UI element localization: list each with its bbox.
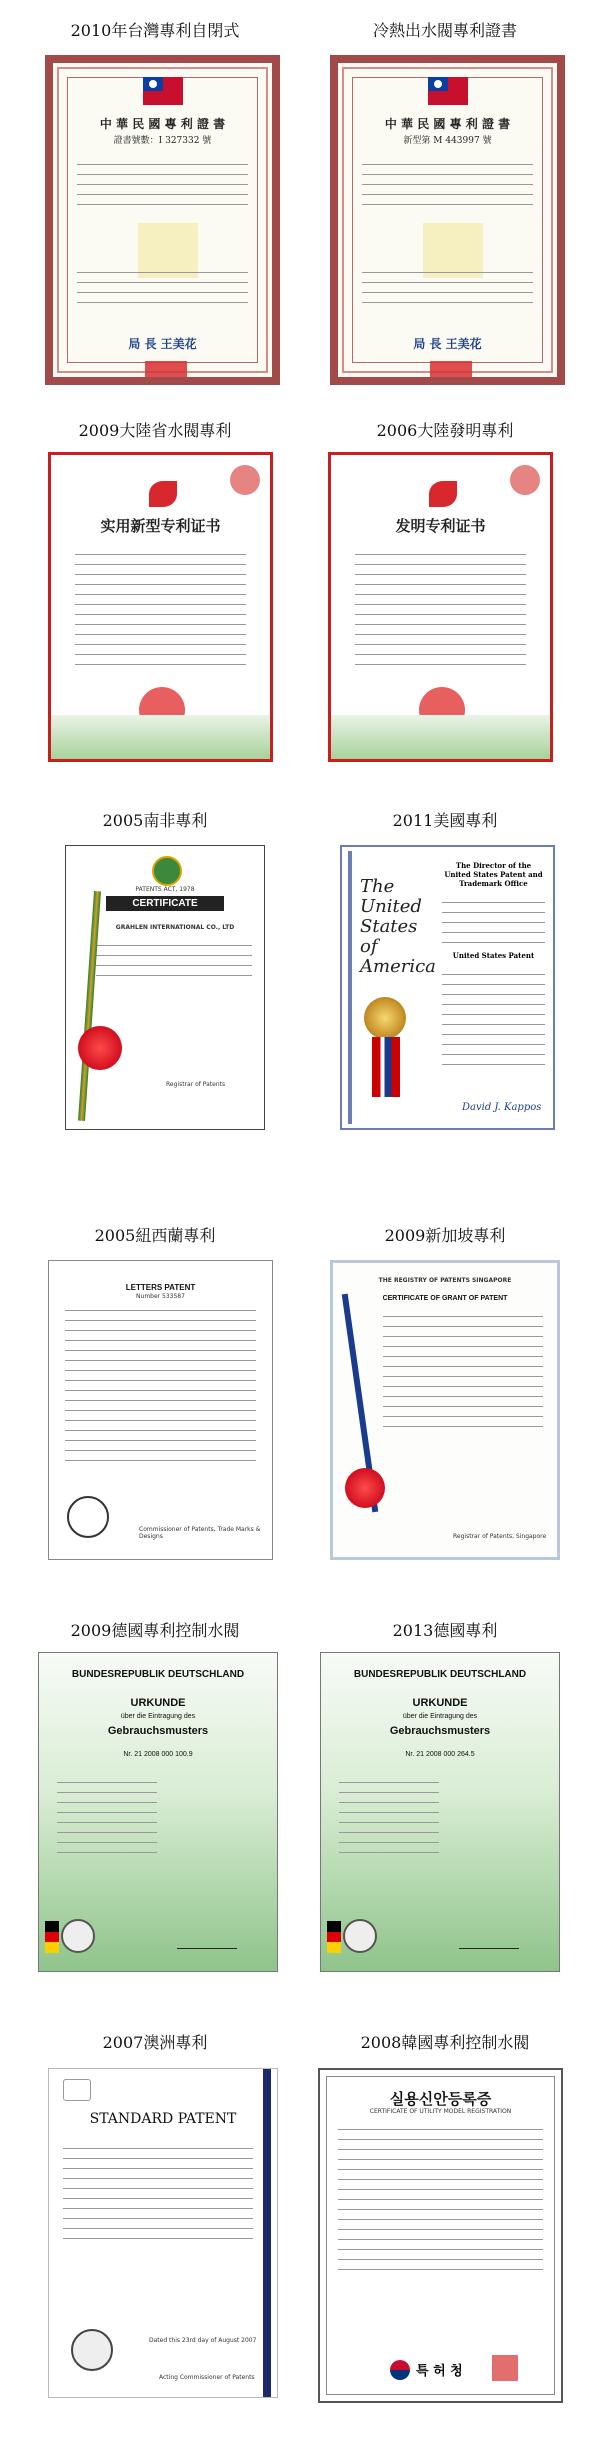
certificate-germany-2 (320, 1652, 560, 1972)
cert-title: URKUNDE (412, 1697, 468, 1709)
certificate-germany-1 (38, 1652, 278, 1972)
cert-title: 中 華 民 國 專 利 證 書 (99, 117, 226, 131)
caption-australia: 2007澳洲專利 (102, 2033, 208, 2052)
director-signature: 局 長 王美花 (413, 337, 482, 351)
cert-type: Gebrauchsmusters (107, 1725, 209, 1737)
patent-subtitle: United States Patent (452, 951, 535, 960)
cert-subtitle: CERTIFICATE OF UTILITY MODEL REGISTRATION (369, 2108, 512, 2115)
caption-taiwan-valve: 冷熱出水閥專利證書 (372, 21, 517, 40)
patent-holder: GRAHLEN INTERNATIONAL CO., LTD (115, 924, 235, 931)
cert-title: LETTERS PATENT (125, 1283, 196, 1292)
registrar-signature: Registrar of Patents (166, 1081, 226, 1088)
caption-taiwan-2010: 2010年台灣專利自閉式 (70, 21, 240, 40)
cert-number: Nr. 21 2008 000 100.9 (123, 1751, 193, 1758)
commissioner-signature: Acting Commissioner of Patents (159, 2374, 255, 2381)
ribbon (372, 1037, 400, 1097)
caption-singapore: 2009新加坡專利 (384, 1226, 506, 1245)
taiwan-flag-icon (143, 77, 183, 105)
certificate-australia (48, 2068, 278, 2398)
caption-china-2009: 2009大陸省水閥專利 (78, 421, 232, 440)
signature (459, 1948, 519, 1949)
act-header: PATENTS ACT, 1978 (135, 886, 195, 893)
official-seal (430, 361, 472, 383)
cert-title: 实用新型专利证书 (100, 517, 221, 535)
german-flag-icon (327, 1921, 341, 1953)
cert-number: Nr. 21 2008 000 264.5 (405, 1751, 475, 1758)
caption-south-africa: 2005南非專利 (102, 811, 208, 830)
cert-subtitle: über die Eintragung des (120, 1713, 196, 1720)
official-seal (492, 2355, 518, 2381)
eagle-emblem-icon (61, 1919, 95, 1953)
usa-wordmark: The United States of America (360, 876, 436, 977)
cert-number: 新型第 M 443997 號 (403, 136, 492, 146)
red-seal-icon (230, 465, 260, 495)
registry-header: THE REGISTRY OF PATENTS SINGAPORE (378, 1277, 512, 1284)
header-text: BUNDESREPUBLIK DEUTSCHLAND (71, 1669, 245, 1680)
red-seal-icon (510, 465, 540, 495)
caption-korea: 2008韓國專利控制水閥 (360, 2033, 530, 2052)
registrar-signature: Registrar of Patents, Singapore (453, 1533, 547, 1540)
eagle-emblem-icon (343, 1919, 377, 1953)
office-name: 특 허 청 (416, 2364, 463, 2379)
signature (177, 1948, 237, 1949)
wax-seal-icon (345, 1468, 385, 1508)
caption-new-zealand: 2005紐西蘭專利 (94, 1226, 216, 1245)
caption-germany-2009: 2009德國專利控制水閥 (70, 1621, 240, 1640)
sipo-logo-icon (429, 481, 457, 507)
caption-germany-2013: 2013德國專利 (392, 1621, 498, 1640)
director-signature: David J. Kappos (462, 1102, 542, 1113)
kipo-logo-icon (390, 2360, 410, 2380)
certificate-china-invention (328, 452, 553, 762)
ribbon (78, 891, 101, 1121)
cert-title: URKUNDE (130, 1697, 186, 1709)
director-heading: The Director of the United States Patent and Trademark Office (444, 861, 543, 888)
certificate-south-africa (65, 845, 265, 1130)
coat-of-arms-icon (152, 856, 182, 886)
certificate-china-utility (48, 452, 273, 762)
au-seal-icon (71, 2329, 113, 2371)
certificate-korea (318, 2068, 563, 2403)
cert-number: Number 533587 (136, 1293, 185, 1300)
cert-title: STANDARD PATENT (89, 2111, 237, 2127)
gold-seal-icon (364, 997, 406, 1039)
cert-type: Gebrauchsmusters (389, 1725, 491, 1737)
german-flag-icon (45, 1921, 59, 1953)
taiwan-flag-icon (428, 77, 468, 105)
director-signature: 局 長 王美花 (128, 337, 197, 351)
certificate-new-zealand (48, 1260, 273, 1560)
caption-usa: 2011美國專利 (392, 811, 498, 830)
commissioner-signature: Commissioner of Patents, Trade Marks & Designs (139, 1526, 261, 1540)
certificate-singapore (330, 1260, 560, 1560)
sipo-logo-icon (149, 481, 177, 507)
nz-seal-icon (67, 1496, 109, 1538)
wax-seal-icon (78, 1026, 122, 1070)
official-seal (145, 361, 187, 383)
certificate-usa (340, 845, 555, 1130)
header-text: BUNDESREPUBLIK DEUTSCHLAND (353, 1669, 527, 1680)
certificate-taiwan-2 (330, 55, 565, 385)
cert-number: 證書號數：I 327332 號 (113, 136, 212, 146)
cert-title: 中 華 民 國 專 利 證 書 (384, 117, 511, 131)
caption-china-2006: 2006大陸發明專利 (376, 421, 514, 440)
au-crest-icon (63, 2079, 91, 2101)
dated-line: Dated this 23rd day of August 2007 (149, 2337, 257, 2344)
certificate-taiwan-1 (45, 55, 280, 385)
cert-title: CERTIFICATE OF GRANT OF PATENT (382, 1295, 508, 1302)
cert-subtitle: über die Eintragung des (402, 1713, 478, 1720)
cert-title: 실용신안등록증 (389, 2090, 492, 2108)
cert-title: CERTIFICATE (106, 896, 224, 911)
cert-title: 发明专利证书 (395, 517, 486, 535)
